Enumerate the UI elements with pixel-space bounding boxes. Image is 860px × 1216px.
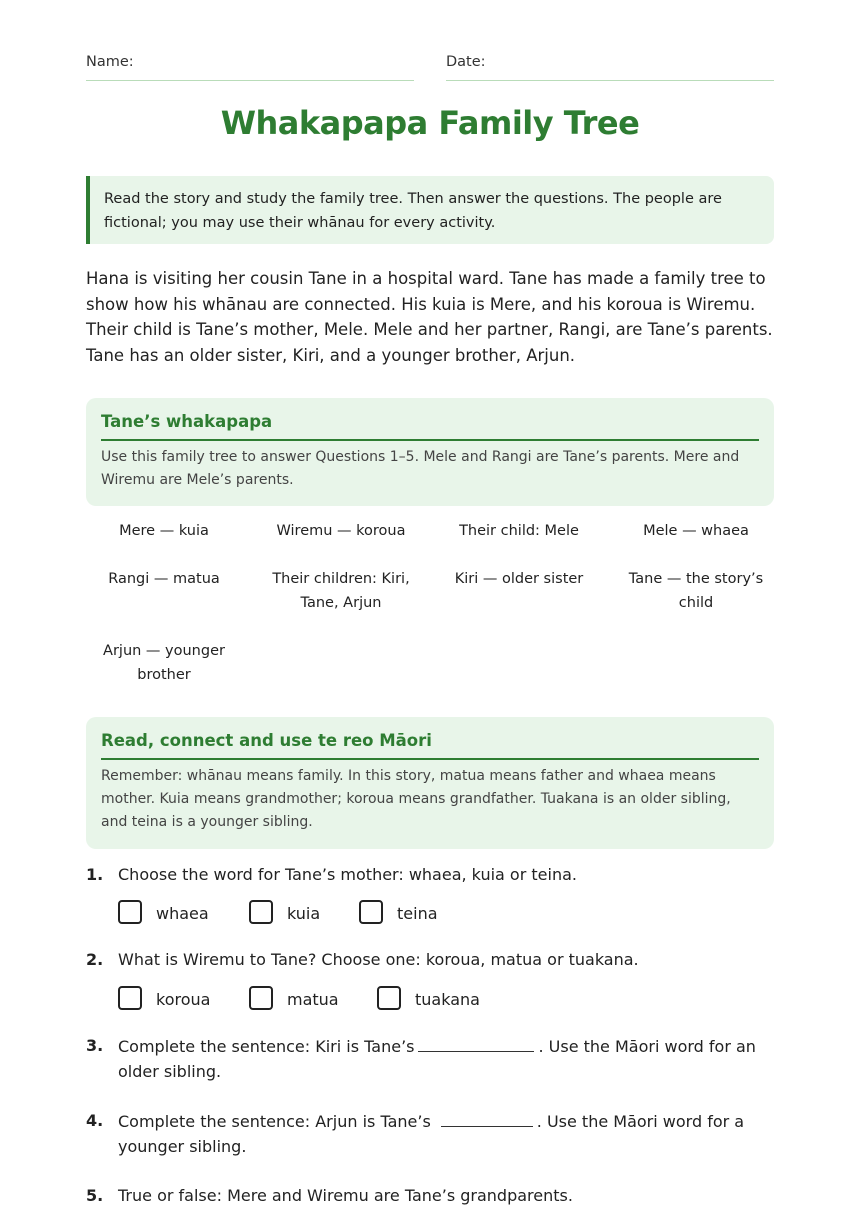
question-text-before: Complete the sentence: Arjun is Tane’s — [118, 1112, 431, 1131]
reo-section-title: Read, connect and use te reo Māori — [101, 731, 759, 760]
checkbox[interactable] — [377, 986, 401, 1010]
option-label: teina — [397, 904, 438, 923]
checkbox[interactable] — [249, 986, 273, 1010]
question-text: What is Wiremu to Tane? Choose one: koroua, matua or tuakana. — [118, 950, 639, 969]
answer-blank[interactable] — [418, 1033, 534, 1052]
question-text-before: Complete the sentence: Kiri is Tane’s — [118, 1037, 415, 1056]
checkbox[interactable] — [249, 900, 273, 924]
date-label: Date: — [446, 54, 486, 70]
tree-item: Mere — kuia — [119, 523, 209, 539]
tree-item: Kiri — older sister — [454, 571, 584, 587]
question-text-after: . Use the Māori word for a younger sibling. — [118, 1112, 745, 1156]
tree-item: Mele — whaea — [643, 523, 749, 539]
question-text — [118, 1108, 768, 1159]
question-text-after: . Use the Māori word for an older sibling. — [118, 1037, 756, 1081]
tree-item: Their children: Kiri, Tane, Arjun — [272, 571, 410, 611]
question-text: True or false: Mere and Wiremu are Tane’s grandparents. — [118, 1186, 573, 1205]
option-label: kuia — [287, 904, 321, 923]
page-title: Whakapapa Family Tree — [220, 104, 640, 142]
question-text — [118, 1033, 768, 1084]
name-field[interactable] — [86, 54, 414, 81]
answer-options — [118, 900, 718, 928]
checkbox[interactable] — [118, 900, 142, 924]
question-number: 5. — [86, 1186, 104, 1205]
option-label: whaea — [156, 904, 209, 923]
reo-section-note: Remember: whānau means family. In this story, matua means father and whaea means mother. Kuia means grandmother; koroua means grandfather. Tuakana is an older sibling, and teina is a younger sibling. — [101, 768, 731, 830]
instructions-box: Read the story and study the family tree. Then answer the questions. The people are fictional; you may use their whānau for every activity. — [86, 176, 774, 244]
question-number: 3. — [86, 1036, 104, 1055]
story-paragraph: Hana is visiting her cousin Tane in a hospital ward. Tane has made a family tree to show how his whānau are connected. His kuia is Mere, and his koroua is Wiremu. Their child is Tane’s mother, Mele. Mele and her partner, Rangi, are Tane’s parents. Tane has an older sister, Kiri, and a younger brother, Arjun. — [86, 269, 773, 365]
option-label: tuakana — [415, 990, 480, 1009]
question-4 — [86, 1108, 774, 1160]
tree-item: Their child: Mele — [459, 523, 579, 539]
question-2 — [86, 947, 774, 1017]
date-field[interactable] — [446, 54, 774, 81]
question-1 — [86, 862, 774, 932]
question-number: 4. — [86, 1111, 104, 1130]
tree-section-title: Tane’s whakapapa — [101, 412, 759, 441]
header-fields — [86, 54, 774, 82]
option-label: koroua — [156, 990, 211, 1009]
checkbox[interactable] — [118, 986, 142, 1010]
tree-section — [86, 398, 774, 506]
answer-options — [118, 986, 718, 1014]
name-label: Name: — [86, 54, 134, 70]
question-text: Choose the word for Tane’s mother: whaea, kuia or teina. — [118, 865, 577, 884]
question-3 — [86, 1033, 774, 1085]
tree-item: Rangi — matua — [108, 571, 220, 587]
tree-item: Wiremu — koroua — [276, 523, 406, 539]
reo-section — [86, 717, 774, 849]
answer-blank[interactable] — [441, 1108, 533, 1127]
checkbox[interactable] — [359, 900, 383, 924]
question-number: 2. — [86, 950, 104, 969]
tree-section-note: Use this family tree to answer Questions 1–5. Mele and Rangi are Tane’s parents. Mere and Wiremu are Mele’s parents. — [101, 449, 740, 488]
question-number: 1. — [86, 865, 104, 884]
tree-item: Arjun — younger brother — [103, 643, 225, 683]
tree-item: Tane — the story’s child — [628, 571, 764, 611]
option-label: matua — [287, 990, 339, 1009]
question-5 — [86, 1183, 774, 1209]
